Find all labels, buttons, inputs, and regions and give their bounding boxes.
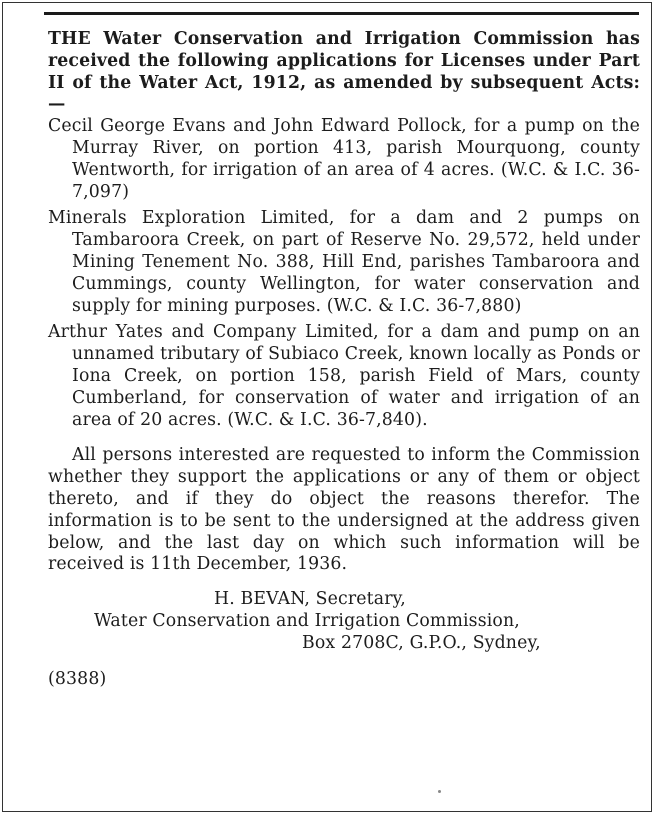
closing-paragraph: All persons interested are requested to inform the Commission whether they support the applications or any of them or object thereto, and if they do object the reasons therefor. The information is to be sent to the undersigned at the address given below, and the last day on which such information will be received is 11th December, 1936.: [48, 445, 640, 575]
print-speck: [438, 790, 441, 793]
signatory-organisation: Water Conservation and Irrigation Commission,: [94, 610, 520, 631]
notice-intro: THE Water Conservation and Irrigation Commission has received the following applications for Licenses under Part II of the Water Act, 1912, as amended by subsequent Acts:—: [48, 29, 640, 115]
application-arthur-yates: Arthur Yates and Company Limited, for a dam and pump on an unnamed tributary of Subiaco Creek, known locally as Ponds or Iona Creek, on portion 158, parish Field of Mars, county Cumberland, for conservation of water and irrigation of an area of 20 acres. (W.C. & I.C. 36-7,840).: [48, 322, 640, 430]
application-evans-pollock: Cecil George Evans and John Edward Pollock, for a pump on the Murray River, on portion 413, parish Mourquong, county Wentworth, for irrigation of an area of 4 acres. (W.C. & I.C. 36-7,097): [48, 116, 640, 202]
top-rule: [44, 12, 639, 15]
signatory-address: Box 2708C, G.P.O., Sydney,: [302, 632, 541, 653]
signatory-name: H. BEVAN, Secretary,: [214, 589, 406, 610]
gazette-notice: [48, 29, 640, 690]
application-minerals-exploration: Minerals Exploration Limited, for a dam and 2 pumps on Tambaroora Creek, on part of Reserve No. 29,572, held under Mining Tenement No. 388, Hill End, parishes Tambaroora and Cummings, county Wellington, for water conservation and supply for mining purposes. (W.C. & I.C. 36-7,880): [48, 208, 640, 316]
reference-number: (8388): [48, 668, 107, 689]
